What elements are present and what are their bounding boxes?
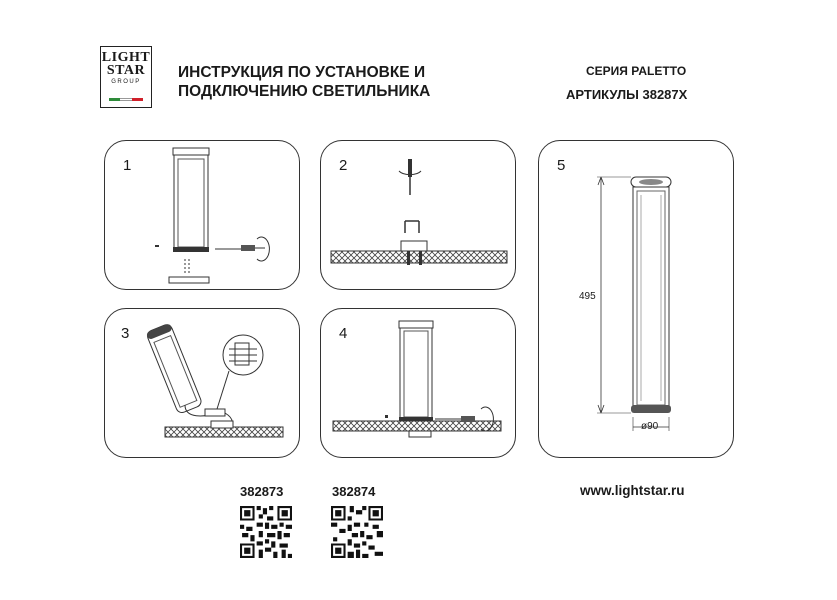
qr-code-icon (331, 506, 383, 558)
page-title (178, 63, 430, 101)
step-panel-4 (320, 308, 516, 458)
logo-line-2: STAR (106, 63, 146, 78)
step-number: 1 (123, 157, 132, 174)
articles-label: АРТИКУЛЫ 38287X (566, 87, 688, 102)
article-code-1: 382873 (240, 484, 284, 499)
step-panel-3 (104, 308, 300, 458)
article-code-2: 382874 (332, 484, 376, 499)
logo-line-3: GROUP (111, 79, 141, 85)
brand-logo (100, 46, 152, 108)
title-line-1: ИНСТРУКЦИЯ ПО УСТАНОВКЕ И (178, 64, 426, 81)
step-panel-2 (320, 140, 516, 290)
fixing-illustration (321, 309, 517, 459)
series-label: СЕРИЯ PALETTO (586, 64, 687, 78)
step-panel-1 (104, 140, 300, 290)
italian-flag-icon (109, 98, 143, 101)
diameter-dimension: ø90 (641, 421, 659, 432)
step-number: 3 (121, 325, 130, 342)
drill-illustration (321, 141, 517, 291)
height-dimension: 495 (579, 291, 596, 302)
website-link[interactable]: www.lightstar.ru (580, 483, 685, 498)
step-number: 4 (339, 325, 348, 342)
step-number: 2 (339, 157, 348, 174)
mount-lamp-illustration (105, 141, 301, 291)
title-line-2: ПОДКЛЮЧЕНИЮ СВЕТИЛЬНИКА (178, 83, 431, 100)
qr-code-icon (240, 506, 292, 558)
wiring-illustration (105, 309, 301, 459)
dimension-drawing (539, 141, 735, 459)
logo-line-1: LIGHT (101, 50, 151, 65)
step-panel-5 (538, 140, 734, 458)
step-number: 5 (557, 157, 566, 174)
